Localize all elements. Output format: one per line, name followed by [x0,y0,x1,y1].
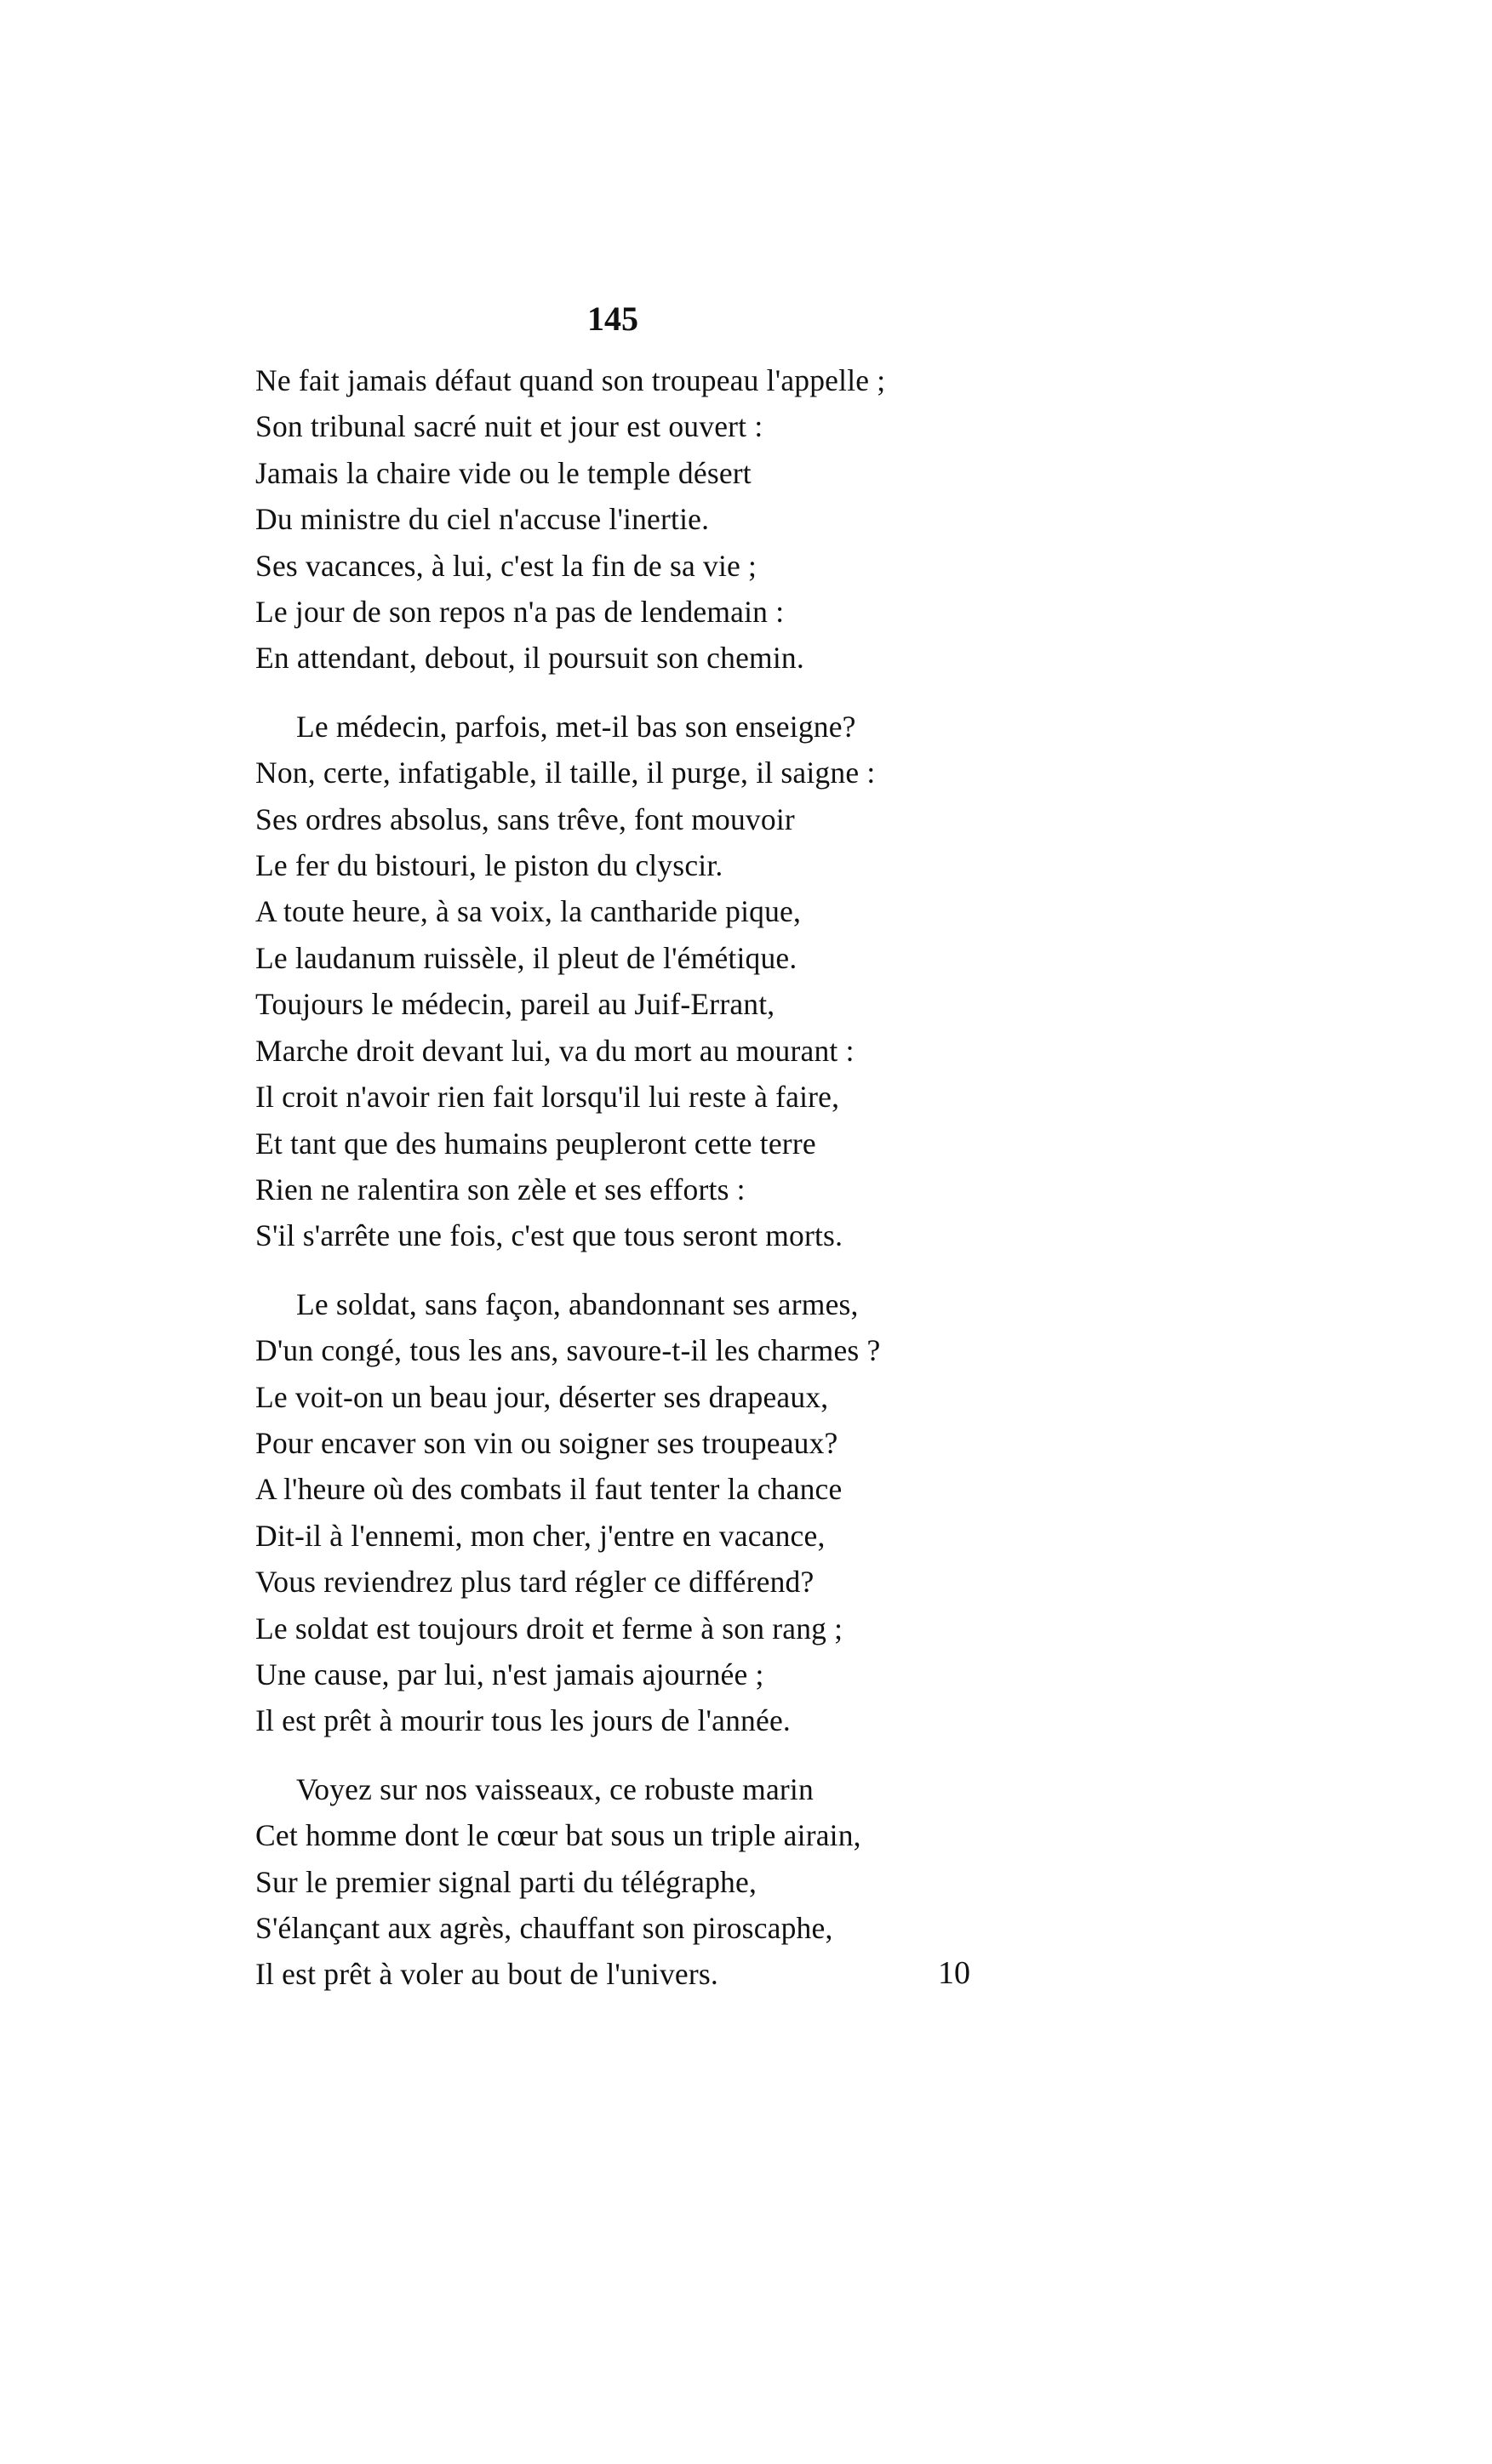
page-number: 145 [587,299,638,338]
poem-line: Son tribunal sacré nuit et jour est ouvert : [255,409,763,444]
poem-line: S'il s'arrête une fois, c'est que tous seront morts. [255,1218,843,1253]
poem-line: Dit-il à l'ennemi, mon cher, j'entre en vacance, [255,1518,826,1553]
poem-line: Vous reviendrez plus tard régler ce différend? [255,1565,815,1600]
poem-line: A l'heure où des combats il faut tenter la chance [255,1472,843,1507]
poem-line: D'un congé, tous les ans, savoure-t-il les charmes ? [255,1333,881,1368]
poem-line: Il est prêt à mourir tous les jours de l'année. [255,1703,791,1738]
poem-line: Et tant que des humains peupleront cette terre [255,1126,816,1161]
poem-line: Le jour de son repos n'a pas de lendemain : [255,595,785,630]
poem-line: Le médecin, parfois, met-il bas son enseigne? [296,709,856,744]
signature-mark: 10 [938,1955,970,1991]
poem-body [255,357,987,1998]
poem-line: Pour encaver son vin ou soigner ses troupeaux? [255,1425,838,1460]
poem-line: A toute heure, à sa voix, la cantharide pique, [255,894,802,929]
poem-line: Le voit-on un beau jour, déserter ses drapeaux, [255,1379,829,1414]
poem-line: Ses vacances, à lui, c'est la fin de sa vie ; [255,548,757,583]
poem-line: Ses ordres absolus, sans trêve, font mouvoir [255,801,795,836]
poem-line: Voyez sur nos vaisseaux, ce robuste marin [296,1771,814,1806]
poem-line: Ne fait jamais défaut quand son troupeau l'appelle ; [255,363,886,397]
poem-line: Le soldat, sans façon, abandonnant ses armes, [296,1286,859,1321]
poem-line: Le soldat est toujours droit et ferme à son rang ; [255,1611,843,1646]
poem-line: Jamais la chaire vide ou le temple désert [255,455,752,490]
poem-line: Sur le premier signal parti du télégraphe, [255,1864,757,1899]
poem-line: S'élançant aux agrès, chauffant son piroscaphe, [255,1911,833,1945]
poem-line: Du ministre du ciel n'accuse l'inertie. [255,502,710,537]
poem-line: Une cause, par lui, n'est jamais ajournée ; [255,1657,764,1691]
stanza [255,1766,987,1998]
poem-line: Le fer du bistouri, le piston du clyscir. [255,848,723,883]
stanza [255,704,987,1259]
poem-line: Rien ne ralentira son zèle et ses efforts : [255,1172,746,1206]
poem-line: Cet homme dont le cœur bat sous un triple airain, [255,1818,861,1853]
poem-line: Le laudanum ruissèle, il pleut de l'émétique. [255,940,797,975]
stanza [255,357,987,682]
poem-line: Toujours le médecin, pareil au Juif-Errant, [255,987,775,1022]
poem-line: Il croit n'avoir rien fait lorsqu'il lui reste à faire, [255,1080,840,1115]
poem-line: Non, certe, infatigable, il taille, il purge, il saigne : [255,756,876,790]
poem-line: Il est prêt à voler au bout de l'univers. [255,1957,718,1992]
stanza [255,1281,987,1744]
poem-line: En attendant, debout, il poursuit son chemin. [255,641,804,676]
poem-line: Marche droit devant lui, va du mort au mourant : [255,1033,855,1068]
